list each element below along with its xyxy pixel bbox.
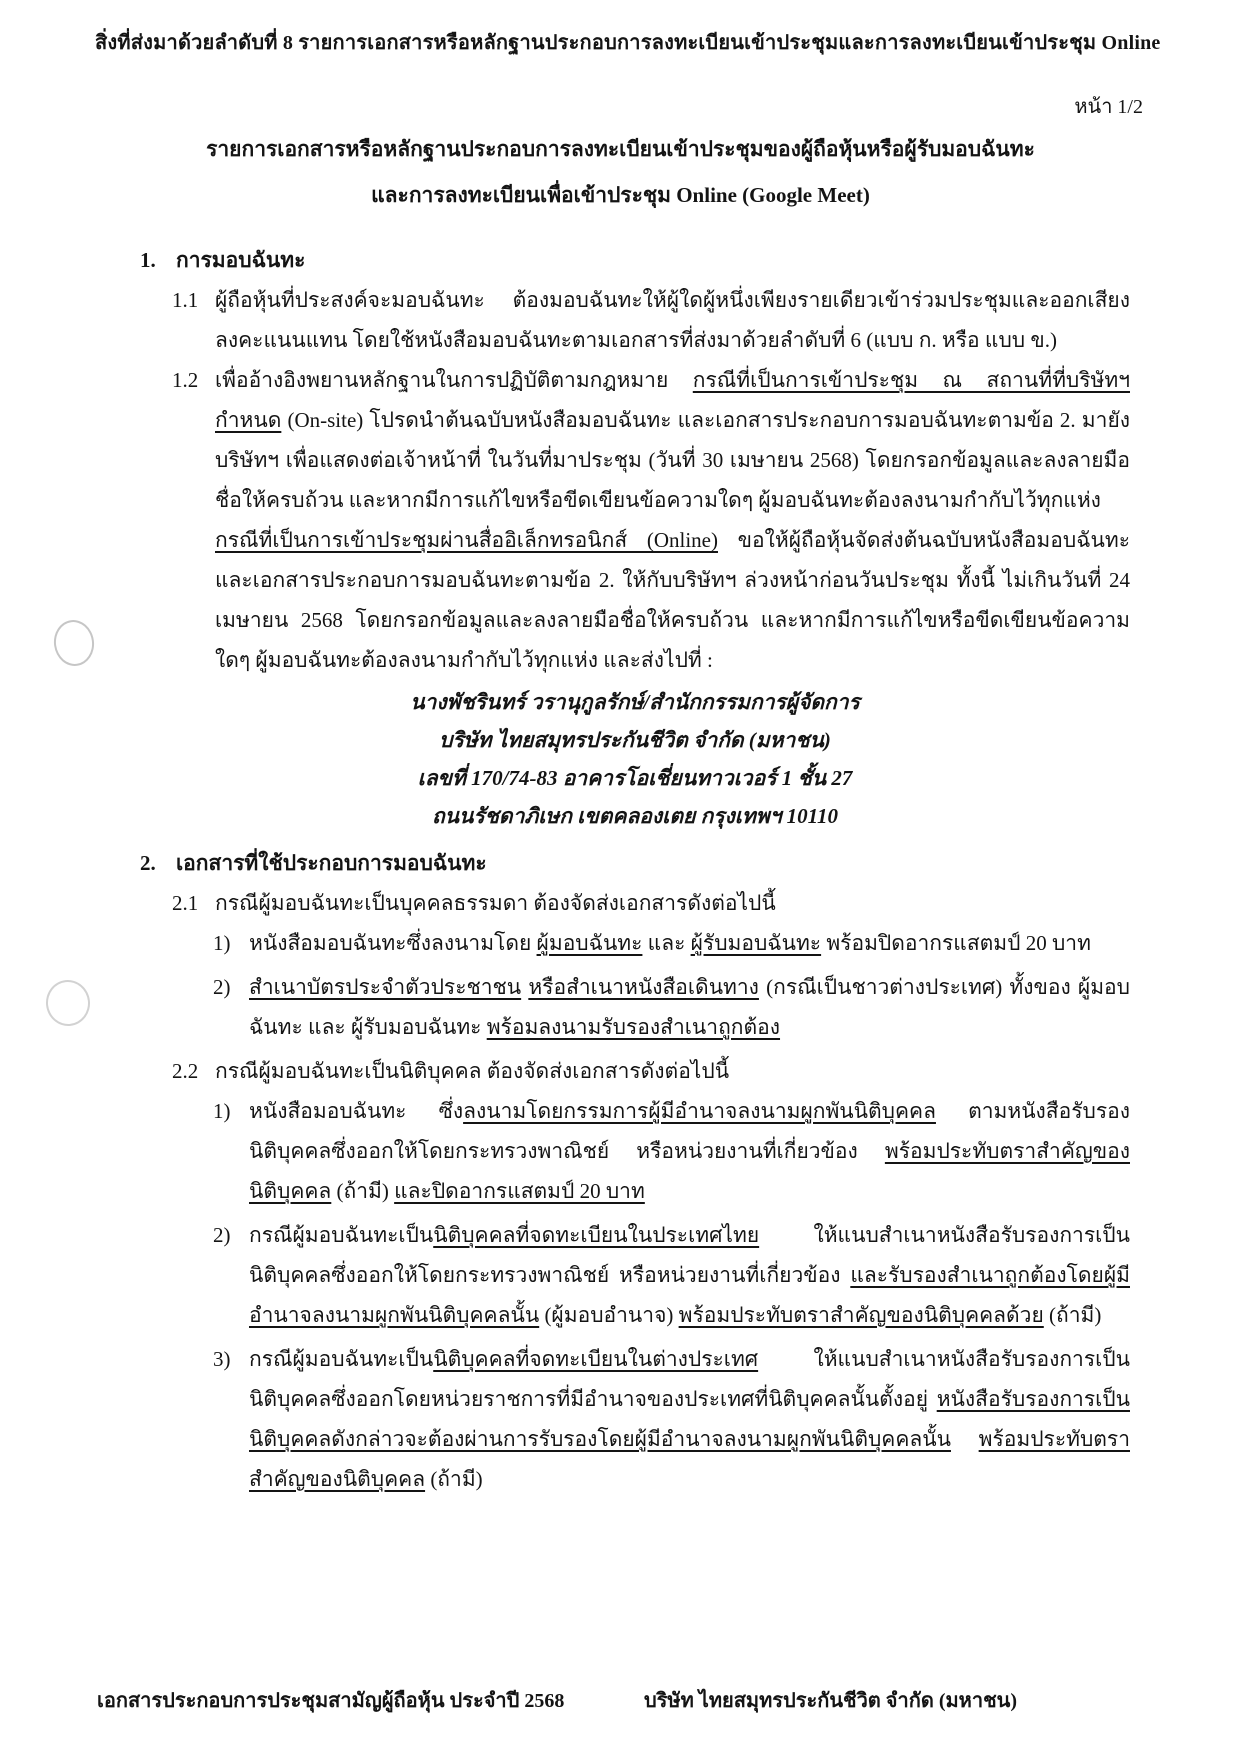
item-2-2-subitem-2-text: กรณีผู้มอบฉันทะเป็นนิติบุคคลที่จดทะเบียนในประเทศไทย ให้แนบสำเนาหนังสือรับรองการเป็นนิติบุคคลซึ่งออกให้โดยกระทรวงพาณิชย์ หรือหน่วยงานที่เกี่ยวข้อง และรับรองสำเนาถูกต้องโดยผู้มีอำนาจลงนามผูกพันนิติบุคคลนั้น (ผู้มอบอำนาจ) พร้อมประทับตราสำคัญของนิติบุคคลด้วย (ถ้ามี) [249, 1223, 1130, 1327]
item-2-2-subitem-3-text: กรณีผู้มอบฉันทะเป็นนิติบุคคลที่จดทะเบียนในต่างประเทศ ให้แนบสำเนาหนังสือรับรองการเป็นนิติบุคคลซึ่งออกโดยหน่วยราชการที่มีอำนาจของประเทศที่นิติบุคคลนั้นตั้งอยู่ หนังสือรับรองการเป็นนิติบุคคลดังกล่าวจะต้องผ่านการรับรองโดยผู้มีอำนาจลงนามผูกพันนิติบุคคลนั้น พร้อมประทับตราสำคัญของนิติบุคคล (ถ้ามี) [249, 1347, 1130, 1491]
item-1-2-number: 1.2 [172, 368, 199, 392]
item-1-1-text: ผู้ถือหุ้นที่ประสงค์จะมอบฉันทะ ต้องมอบฉันทะให้ผู้ใดผู้หนึ่งเพียงรายเดียวเข้าร่วมประชุมและออกเสียงลงคะแนนแทน โดยใช้หนังสือมอบฉันทะตามเอกสารที่ส่งมาด้วยลำดับที่ 6 (แบบ ก. หรือ แบบ ข.) [215, 288, 1130, 352]
item-2-2-subitem-1-text: หนังสือมอบฉันทะ ซึ่งลงนามโดยกรรมการผู้มีอำนาจลงนามผูกพันนิติบุคคล ตามหนังสือรับรองนิติบุคคลซึ่งออกให้โดยกระทรวงพาณิชย์ หรือหน่วยงานที่เกี่ยวข้อง พร้อมประทับตราสำคัญของนิติบุคคล (ถ้ามี) และปิดอากรแสตมป์ 20 บาท [249, 1099, 1130, 1203]
title-line-1: รายการเอกสารหรือหลักฐานประกอบการลงทะเบียนเข้าประชุมของผู้ถือหุ้นหรือผู้รับมอบฉันทะ [206, 137, 1035, 161]
document-title [0, 126, 1241, 218]
section-2-heading [140, 843, 1130, 883]
section-2-number: 2. [140, 851, 156, 875]
item-1-2-paragraph-online: กรณีที่เป็นการเข้าประชุมผ่านสื่ออิเล็กทรอนิกส์ (Online) ขอให้ผู้ถือหุ้นจัดส่งต้นฉบับหนังสือมอบฉันทะและเอกสารประกอบการมอบฉันทะตามข้อ 2. ให้กับบริษัทฯ ล่วงหน้าก่อนวันประชุม ทั้งนี้ ไม่เกินวันที่ 24 เมษายน 2568 โดยกรอกข้อมูลและลงลายมือชื่อให้ครบถ้วน และหากมีการแก้ไขหรือขีดเขียนข้อความใดๆ ผู้มอบฉันทะต้องลงนามกำกับไว้ทุกแห่ง และส่งไปที่ : [215, 528, 1130, 672]
item-2-1-subitem-1-number: 1) [213, 931, 231, 955]
item-2-1-intro: กรณีผู้มอบฉันทะเป็นบุคคลธรรมดา ต้องจัดส่งเอกสารดังต่อไปนี้ [215, 891, 776, 915]
page-number: หน้า 1/2 [1074, 96, 1143, 118]
title-line-2: และการลงทะเบียนเพื่อเข้าประชุม Online (Google Meet) [371, 183, 870, 207]
item-2-1-subitem-2-text: สำเนาบัตรประจำตัวประชาชน หรือสำเนาหนังสือเดินทาง (กรณีเป็นชาวต่างประเทศ) ทั้งของ ผู้มอบฉันทะ และ ผู้รับมอบฉันทะ พร้อมลงนามรับรองสำเนาถูกต้อง [249, 975, 1130, 1039]
item-2-2-subitem-2 [213, 1215, 1130, 1335]
section-1-heading [140, 240, 1130, 280]
section-1 [140, 240, 1130, 835]
item-2-2-subitem-3 [213, 1339, 1130, 1499]
section-2-title: เอกสารที่ใช้ประกอบการมอบฉันทะ [176, 851, 487, 875]
item-2-2-subitem-3-number: 3) [213, 1347, 231, 1371]
item-1-2-paragraph-onsite: เพื่ออ้างอิงพยานหลักฐานในการปฏิบัติตามกฎหมาย กรณีที่เป็นการเข้าประชุม ณ สถานที่ที่บริษัทฯ กำหนด (On-site) โปรดนำต้นฉบับหนังสือมอบฉันทะ และเอกสารประกอบการมอบฉันทะตามข้อ 2. มายังบริษัทฯ เพื่อแสดงต่อเจ้าหน้าที่ ในวันที่มาประชุม (วันที่ 30 เมษายน 2568) โดยกรอกข้อมูลและลงลายมือชื่อให้ครบถ้วน และหากมีการแก้ไขหรือขีดเขียนข้อความใดๆ ผู้มอบฉันทะต้องลงนามกำกับไว้ทุกแห่ง [215, 368, 1130, 512]
item-2-1-subitem-2-number: 2) [213, 975, 231, 999]
section-1-number: 1. [140, 248, 156, 272]
hole-punch-mark-bottom [44, 978, 93, 1028]
item-2-2-subitem-2-number: 2) [213, 1223, 231, 1247]
footer-document-name: เอกสารประกอบการประชุมสามัญผู้ถือหุ้น ประจำปี 2568 [97, 1690, 565, 1712]
item-2-1 [172, 883, 1130, 923]
item-2-2-number: 2.2 [172, 1059, 199, 1083]
item-2-1-subitem-2 [213, 967, 1130, 1047]
document-body [140, 240, 1130, 1499]
item-1-2-text [215, 360, 1130, 680]
address-building: เลขที่ 170/74-83 อาคารโอเชี่ยนทาวเวอร์ 1 ชั้น 27 [417, 766, 853, 790]
item-1-1-number: 1.1 [172, 288, 199, 312]
section-2 [140, 843, 1130, 1499]
footer-company-name: บริษัท ไทยสมุทรประกันชีวิต จำกัด (มหาชน) [643, 1690, 1017, 1712]
item-2-2-intro: กรณีผู้มอบฉันทะเป็นนิติบุคคล ต้องจัดส่งเอกสารดังต่อไปนี้ [215, 1059, 730, 1083]
item-2-1-number: 2.1 [172, 891, 199, 915]
item-2-2-subitem-1 [213, 1091, 1130, 1211]
item-1-2 [172, 360, 1130, 680]
section-1-title: การมอบฉันทะ [176, 248, 306, 272]
item-2-1-subitem-1-text: หนังสือมอบฉันทะซึ่งลงนามโดย ผู้มอบฉันทะ และ ผู้รับมอบฉันทะ พร้อมปิดอากรแสตมป์ 20 บาท [249, 931, 1091, 955]
attachment-header: สิ่งที่ส่งมาด้วยลำดับที่ 8 รายการเอกสารหรือหลักฐานประกอบการลงทะเบียนเข้าประชุมและการลงทะเบียนเข้าประชุม Online [95, 32, 1161, 54]
page-footer [97, 1684, 1017, 1716]
address-street: ถนนรัชดาภิเษก เขตคลองเตย กรุงเทพฯ 10110 [431, 804, 839, 828]
address-company: บริษัท ไทยสมุทรประกันชีวิต จำกัด (มหาชน) [439, 728, 831, 752]
address-recipient: นางพัชรินทร์ วรานุกูลรักษ์/สำนักกรรมการผู้จัดการ [410, 690, 860, 714]
item-1-1 [172, 280, 1130, 360]
item-2-2-subitem-1-number: 1) [213, 1099, 231, 1123]
item-2-2 [172, 1051, 1130, 1091]
item-2-1-subitem-1 [213, 923, 1130, 963]
hole-punch-mark-top [51, 617, 97, 668]
mailing-address-block [140, 683, 1130, 835]
